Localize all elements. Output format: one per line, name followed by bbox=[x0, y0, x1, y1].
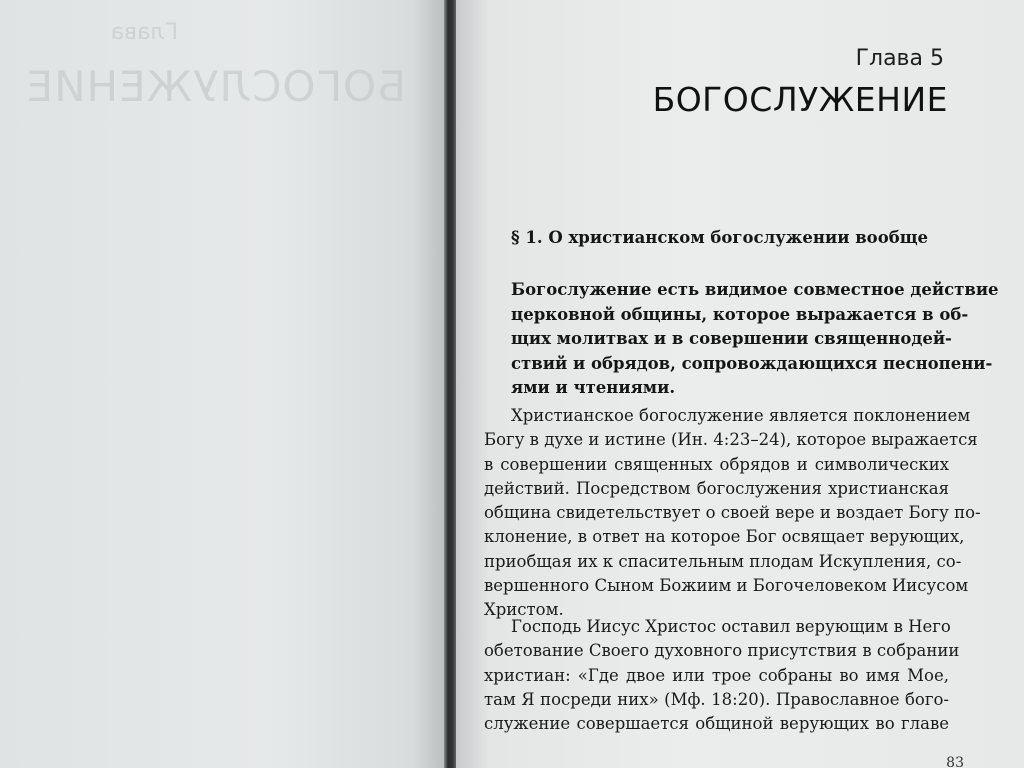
lead-paragraph bbox=[511, 278, 999, 401]
paragraph-line: служение совершается общиной верующих во главе bbox=[484, 714, 949, 734]
paragraph-line: в совершении священных обрядов и символических bbox=[484, 454, 949, 474]
paragraph-line: там Я посреди них» (Мф. 18:20). Православное бого- bbox=[484, 689, 949, 709]
left-page bbox=[0, 0, 448, 768]
paragraph-line: обетование Своего духовного присутствия в собрании bbox=[484, 641, 960, 661]
mirrored-chapter-label: Глава bbox=[110, 20, 178, 45]
lead-line: ствий и обрядов, сопровождающихся песнопени- bbox=[511, 353, 993, 373]
paragraph-line: приобщая их к спасительным плодам Искупления, со- bbox=[484, 551, 962, 571]
paragraph-line: клонение, в ответ на которое Бог освящает верующих, bbox=[484, 527, 965, 547]
lead-line: церковной общины, которое выражается в об- bbox=[511, 304, 969, 324]
mirrored-show-through bbox=[0, 0, 448, 768]
paragraph-line: Богу в духе и истине (Ин. 4:23–24), которое выражается bbox=[484, 430, 978, 450]
paragraph-line: община свидетельствует о своей вере и воздает Богу по- bbox=[484, 503, 981, 523]
mirrored-chapter-title: БОГОСЛУЖЕНИЕ bbox=[25, 62, 406, 111]
page-number: 83 bbox=[946, 755, 964, 768]
paragraph-line: христиан: «Где двое или трое собраны во имя Мое, bbox=[484, 665, 949, 685]
paragraph-line: вершенного Сыном Божиим и Богочеловеком Иисусом bbox=[484, 576, 969, 596]
chapter-title: БОГОСЛУЖЕНИЕ bbox=[652, 80, 948, 119]
chapter-label: Глава 5 bbox=[855, 46, 944, 71]
paragraph-line: Господь Иисус Христос оставил верующим в Него bbox=[511, 617, 951, 636]
body-paragraph-2 bbox=[484, 615, 960, 736]
paragraph-line: действий. Посредством богослужения христианская bbox=[484, 478, 949, 498]
lead-line: Богослужение есть видимое совместное действие bbox=[511, 280, 999, 299]
body-paragraph-1 bbox=[484, 404, 981, 623]
lead-line: ями и чтениями. bbox=[511, 378, 676, 397]
section-heading: § 1. О христианском богослужении вообще bbox=[511, 228, 929, 247]
right-page bbox=[456, 0, 1024, 768]
paragraph-line: Христом. bbox=[484, 600, 564, 620]
lead-line: щих молитвах и в совершении священнодей- bbox=[511, 329, 952, 348]
paragraph-line: Христианское богослужение является поклонением bbox=[511, 406, 971, 425]
